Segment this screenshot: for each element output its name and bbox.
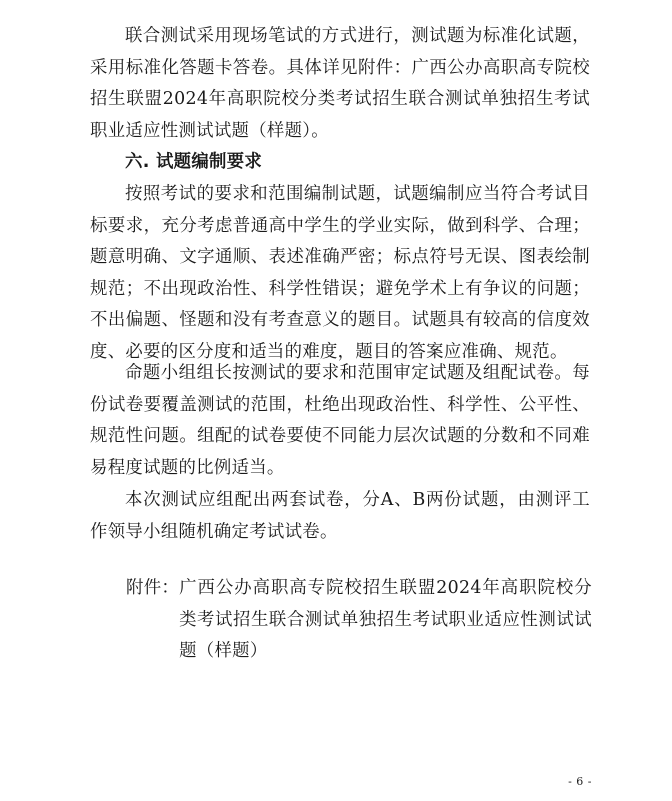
- paragraph-compilation-requirements: [90, 179, 590, 368]
- paragraph-two-test-sets: [90, 485, 590, 548]
- paragraph-text: 按照考试的要求和范围编制试题，试题编制应当符合考试目标要求，充分考虑普通高中学生的学业实际，做到科学、合理；题意明确、文字通顺、表述准确严密；标点符号无误、图表绘制规范；不出现政治性、科学性错误；避免学术上有争议的问题；不出偏题、怪题和没有考查意义的题目。试题具有较高的信度效度、必要的区分度和适当的难度，题目的答案应准确、规范。: [90, 184, 590, 362]
- paragraph-review-and-assembly: [90, 358, 590, 484]
- paragraph-test-method: [90, 21, 590, 147]
- section-heading: 六. 试题编制要求: [125, 152, 263, 172]
- paragraph-text: 本次测试应组配出两套试卷，分A、B两份试题，由测评工作领导小组随机确定考试试卷。: [90, 490, 590, 542]
- paragraph-text: 联合测试采用现场笔试的方式进行，测试题为标准化试题，采用标准化答题卡答卷。具体详见附件：广西公办高职高专院校招生联盟2024年高职院校分类考试招生联合测试单独招生考试职业适应性测试试题（样题）。: [90, 26, 590, 141]
- attachment-note: [126, 573, 592, 668]
- attachment-label: 附件：: [126, 578, 180, 598]
- page-number: - 6 -: [568, 775, 592, 788]
- paragraph-text: 命题小组组长按测试的要求和范围审定试题及组配试卷。每份试卷要覆盖测试的范围，杜绝出现政治性、科学性、公平性、规范性问题。组配的试卷要使不同能力层次试题的分数和不同难易程度试题的比例适当。: [90, 363, 590, 478]
- attachment-title: 广西公办高职高专院校招生联盟2024年高职院校分类考试招生联合测试单独招生考试职业适应性测试试题（样题）: [179, 578, 592, 661]
